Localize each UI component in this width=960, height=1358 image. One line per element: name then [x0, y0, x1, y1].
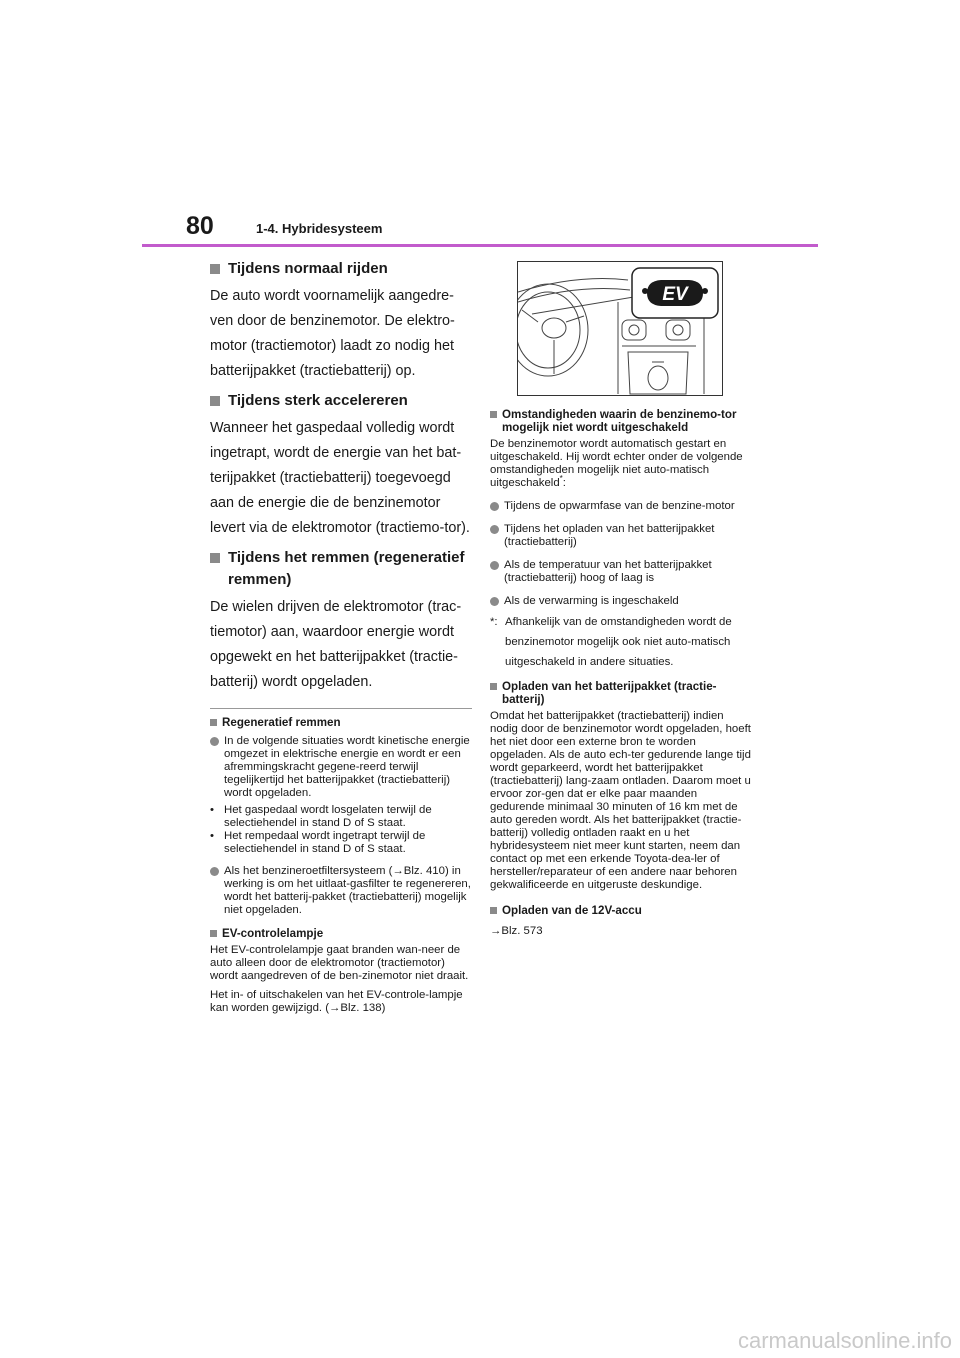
square-bullet-icon: [490, 683, 497, 690]
square-bullet-icon: [490, 907, 497, 914]
square-bullet-icon: [210, 553, 220, 563]
square-bullet-icon: [210, 930, 217, 937]
round-bullet-icon: [490, 597, 499, 606]
bullet-dot-icon: •: [210, 830, 214, 842]
heading-normaal-rijden: Tijdens normaal rijden: [210, 258, 472, 280]
footnote-mark: *:: [490, 616, 498, 628]
round-bullet-icon: [210, 737, 219, 746]
section-divider: [210, 708, 472, 709]
dashboard-illustration: [517, 261, 723, 396]
round-bullet-icon: [210, 867, 219, 876]
paragraph-normaal-rijden: De auto wordt voornamelijk aangedre-ven door de benzinemotor. De elektro-motor (tractiemotor) laadt zo nodig het batterijpakket (tractiebatterij) op.: [210, 288, 455, 379]
heading-ev-controlelampje: EV-controlelampje: [210, 927, 472, 940]
dashboard-drawing: [518, 262, 722, 395]
paragraph-ev-2: Het in- of uitschakelen van het EV-controle-lampje kan worden gewijzigd. (→Blz. 138): [210, 989, 463, 1014]
list-item: Tijdens de opwarmfase van de benzine-motor: [490, 500, 752, 513]
ev-indicator-label: EV: [662, 284, 688, 305]
round-bullet-icon: [490, 561, 499, 570]
paragraph-remmen: De wielen drijven de elektromotor (trac-tiemotor) aan, waardoor energie wordt opgewekt en het batterijpakket (tractie-batterij) wordt opgeladen.: [210, 599, 462, 690]
section-title: 1-4. Hybridesysteem: [256, 221, 383, 236]
right-column: [490, 404, 752, 942]
heading-sterk-accelereren: Tijdens sterk accelereren: [210, 390, 472, 412]
list-item: Als de temperatuur van het batterijpakket (tractiebatterij) hoog of laag is: [490, 559, 752, 585]
page-reference-link[interactable]: →Blz. 573: [490, 925, 543, 937]
header-rule: [142, 244, 818, 247]
list-item: In de volgende situaties wordt kinetische energie omgezet in elektrische energie en wordt er een afremmingskracht gegene-reerd terwijl tegelijkertijd het batterijpakket (tractiebatterij) wordt opgeladen.: [210, 735, 472, 800]
list-item: Tijdens het opladen van het batterijpakket (tractiebatterij): [490, 523, 752, 549]
left-column: [210, 252, 472, 1019]
heading-opladen-batterijpakket: Opladen van het batterijpakket (tractie-batterij): [490, 680, 752, 706]
paragraph-sterk-accelereren: Wanneer het gaspedaal volledig wordt ingetrapt, wordt de energie van het bat-terijpakket (tractiebatterij) toegevoegd aan de energie die de benzinemotor levert via de elektromotor (tractiemo-tor).: [210, 420, 470, 536]
heading-opladen-12v-accu: Opladen van de 12V-accu: [490, 904, 752, 917]
bullet-dot-icon: •: [210, 804, 214, 816]
list-item: Als de verwarming is ingeschakeld: [490, 595, 752, 608]
asterisk-mark: *: [559, 474, 563, 484]
sub-list-item: • Het rempedaal wordt ingetrapt terwijl de selectiehendel in stand D of S staat.: [210, 830, 426, 855]
page-number: 80: [186, 212, 214, 240]
paragraph-opladen-batterijpakket: Omdat het batterijpakket (tractiebatterij) indien nodig door de benzinemotor wordt opgeladen, hoeft het niet door een externe bron te worden opgeladen. Als de auto ech-ter gedurende lange tijd wordt geparkeerd, wordt het batterijpakket (tractiebatterij) lang-zaam ontladen. Daarom moet u ervoor zor-gen dat er elke paar maanden gedurende minimaal 30 minuten of 16 km met de auto gereden wordt. Als het batterijpakket (tractie-batterij) volledig ontladen raakt en u het hybridesysteem niet meer kunt starten, neem dan contact op met een erkende Toyota-dea-ler of hersteller/reparateur of een andere naar behoren gekwalificeerde en uitgeruste deskundige.: [490, 710, 751, 891]
square-bullet-icon: [210, 264, 220, 274]
footnote: *: Afhankelijk van de omstandigheden wordt de benzinemotor mogelijk ook niet auto-matisch uitgeschakeld in andere situaties.: [490, 612, 752, 672]
list-item: Als het benzineroetfiltersysteem (→Blz. 410) in werking is om het uitlaat-gasfilter te regenereren, wordt het batterij-pakket (tractiebatterij) mogelijk niet opgeladen.: [210, 865, 472, 917]
square-bullet-icon: [210, 396, 220, 406]
sub-list-item: • Het gaspedaal wordt losgelaten terwijl de selectiehendel in stand D of S staat.: [210, 804, 432, 829]
round-bullet-icon: [490, 525, 499, 534]
heading-remmen: Tijdens het remmen (regeneratief remmen): [210, 547, 472, 591]
heading-regeneratief-remmen: Regeneratief remmen: [210, 716, 472, 729]
square-bullet-icon: [210, 719, 217, 726]
paragraph-ev-1: Het EV-controlelampje gaat branden wan-neer de auto alleen door de elektromotor (tractiemotor) wordt aangedreven of de ben-zinemotor niet draait.: [210, 944, 469, 982]
heading-omstandigheden: Omstandigheden waarin de benzinemo-tor mogelijk niet wordt uitgeschakeld: [490, 408, 752, 434]
round-bullet-icon: [490, 502, 499, 511]
watermark: carmanualsonline.info: [737, 1328, 952, 1353]
paragraph-omstandigheden: De benzinemotor wordt automatisch gestart en uitgeschakeld. Hij wordt echter onder de volgende omstandigheden mogelijk niet auto-matisch uitgeschakeld*:: [490, 438, 743, 489]
square-bullet-icon: [490, 411, 497, 418]
